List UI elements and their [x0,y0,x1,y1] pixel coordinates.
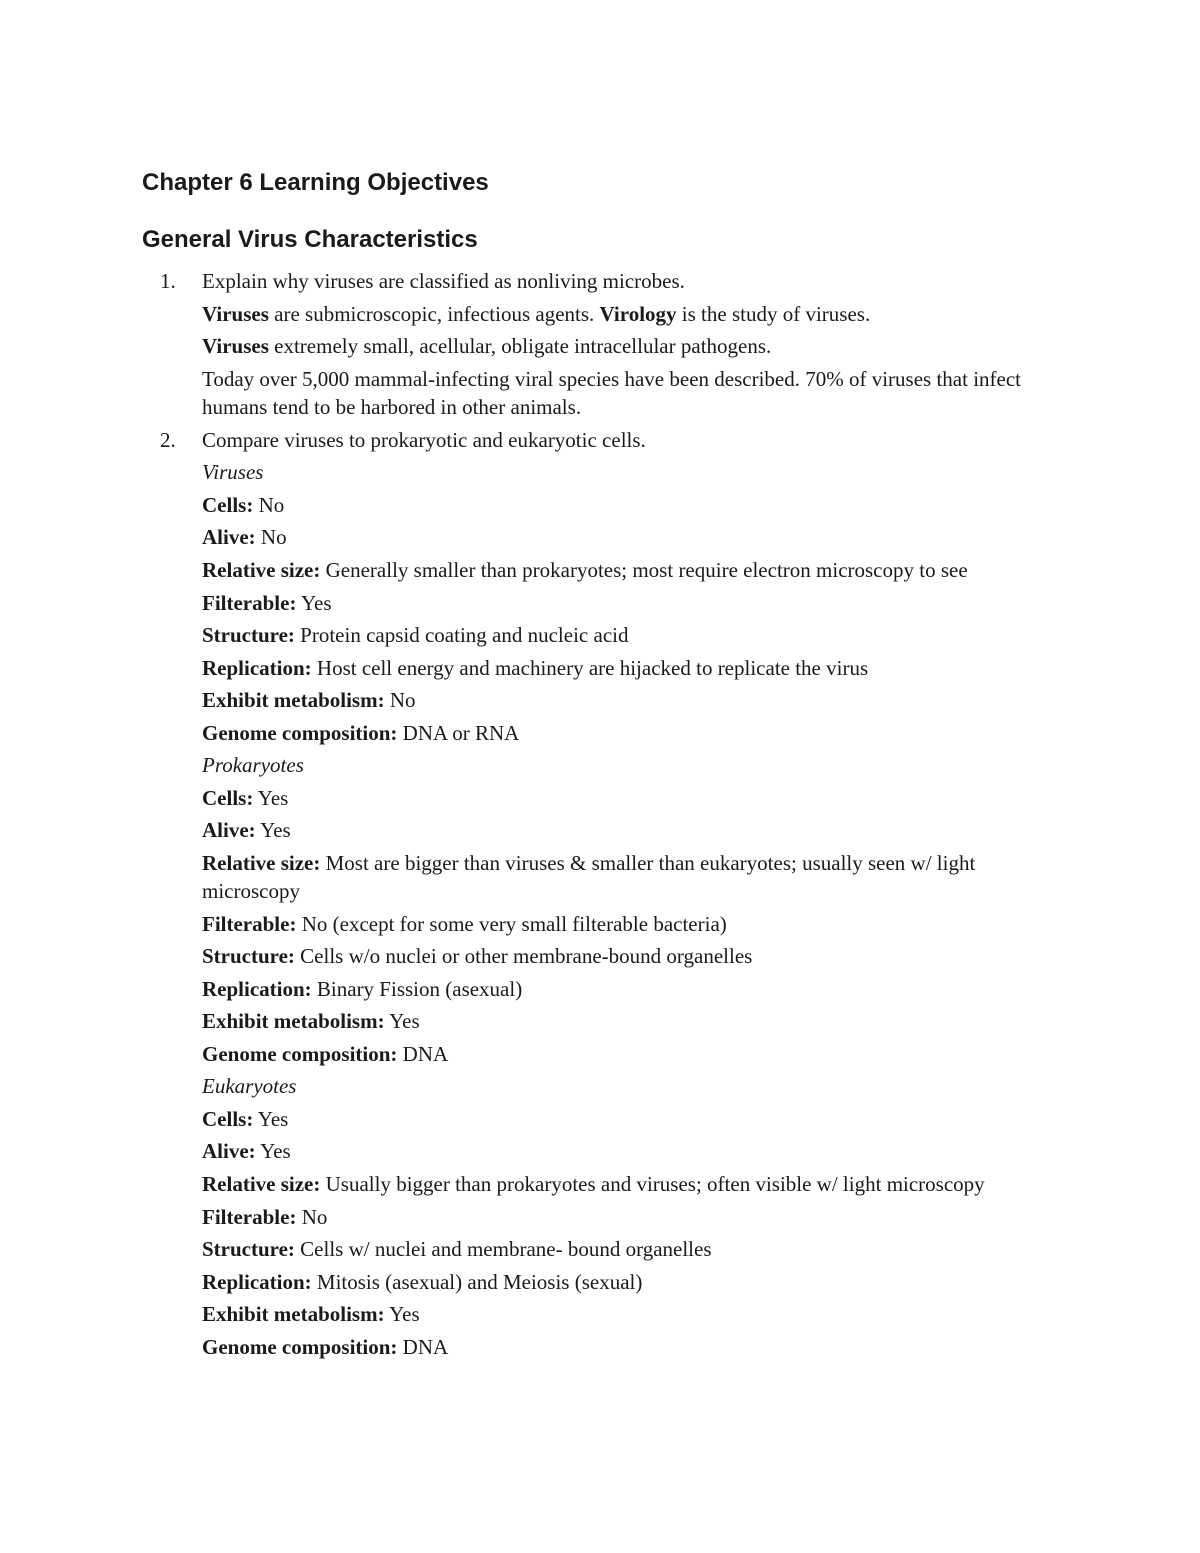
field-value: DNA [397,1334,449,1359]
field-value: Generally smaller than prokaryotes; most require electron microscopy to see [320,557,968,582]
eukaryotes-filterable [202,1201,1042,1234]
field-value: Most are bigger than viruses & smaller than eukaryotes; usually seen w/ light microscopy [202,850,976,903]
field-label: Filterable: [202,911,297,936]
eukaryotes-size [202,1168,1042,1201]
field-value: Protein capsid coating and nucleic acid [294,623,629,647]
field-value: Yes [384,1302,420,1326]
field-value: Cells w/ nuclei and membrane- bound organelles [294,1237,712,1261]
field-value: No [296,1204,328,1229]
viruses-cells [202,489,1042,522]
field-value: No [253,492,285,517]
field-value: Yes [296,590,332,615]
field-value: Yes [384,1009,420,1033]
field-value: Yes [253,785,289,810]
field-label: Exhibit metabolism: [202,688,385,712]
objective-number: 1. [160,269,176,293]
eukaryotes-genome [202,1331,1042,1364]
objective-text: Explain why viruses are classified as nonliving microbes. [202,269,685,293]
field-label: Genome composition: [202,1334,398,1359]
term-viruses: Viruses [202,301,269,326]
prokaryotes-metabolism [202,1005,1042,1038]
field-value: Usually bigger than prokaryotes and viruses; often visible w/ light microscopy [320,1171,985,1196]
field-value: Yes [255,818,291,842]
prokaryotes-cells [202,782,1042,815]
field-label: Replication: [202,655,312,680]
field-value: Yes [253,1106,289,1131]
field-label: Structure: [202,1237,295,1261]
viruses-size [202,554,1042,587]
note-text: is the study of viruses. [676,301,871,326]
field-label: Structure: [202,623,295,647]
viruses-filterable [202,587,1042,620]
section-heading: General Virus Characteristics [142,226,478,253]
viruses-structure [202,619,1042,652]
prokaryotes-genome [202,1038,1042,1071]
note-text: are submicroscopic, infectious agents. [268,301,600,326]
viruses-genome [202,717,1042,750]
note-text: extremely small, acellular, obligate intracellular pathogens. [268,334,772,358]
objective-text: Compare viruses to prokaryotic and eukaryotic cells. [202,427,646,452]
eukaryotes-metabolism [202,1298,1042,1331]
objective-1-note-1 [202,298,1042,331]
field-value: Yes [255,1139,291,1163]
field-label: Relative size: [202,1171,321,1196]
field-label: Relative size: [202,850,321,875]
prokaryotes-replication [202,973,1042,1006]
objective-1-note-2 [202,330,1042,363]
field-label: Alive: [202,1139,256,1163]
field-value: No [255,525,287,549]
chapter-heading: Chapter 6 Learning Objectives [142,169,489,196]
field-label: Alive: [202,525,256,549]
field-label: Cells: [202,492,254,517]
field-label: Genome composition: [202,1041,398,1066]
field-value: No [384,688,416,712]
field-label: Cells: [202,785,254,810]
viruses-alive [202,521,1042,554]
prokaryotes-filterable [202,908,1042,941]
field-value: Binary Fission (asexual) [311,976,523,1001]
field-label: Alive: [202,818,256,842]
field-label: Filterable: [202,590,297,615]
eukaryotes-alive [202,1135,1042,1168]
prokaryotes-structure [202,940,1042,973]
eukaryotes-structure [202,1233,1042,1266]
field-value: Mitosis (asexual) and Meiosis (sexual) [311,1269,643,1294]
field-label: Structure: [202,944,295,968]
prokaryotes-alive [202,814,1042,847]
viruses-replication [202,652,1042,685]
term-virology: Virology [599,301,677,326]
field-value: DNA or RNA [397,720,520,745]
field-label: Cells: [202,1106,254,1131]
objective-1 [160,265,1042,298]
prokaryotes-size [202,847,1042,908]
objective-1-note-3: Today over 5,000 mammal-infecting viral species have been described. 70% of viruses that infect humans tend to be harbored in other animals. [202,366,1021,419]
field-value: DNA [397,1041,449,1066]
objectives-list [160,265,1042,1363]
field-label: Genome composition: [202,720,398,745]
field-label: Exhibit metabolism: [202,1009,385,1033]
field-value: Cells w/o nuclei or other membrane-bound organelles [294,944,753,968]
field-value: Host cell energy and machinery are hijacked to replicate the virus [311,655,869,680]
field-value: No (except for some very small filterable bacteria) [296,911,727,936]
objective-number: 2. [160,427,176,452]
field-label: Replication: [202,976,312,1001]
field-label: Relative size: [202,557,321,582]
field-label: Exhibit metabolism: [202,1302,385,1326]
eukaryotes-title: Eukaryotes [202,1074,297,1098]
field-label: Filterable: [202,1204,297,1229]
field-label: Replication: [202,1269,312,1294]
viruses-metabolism [202,684,1042,717]
eukaryotes-replication [202,1266,1042,1299]
viruses-title: Viruses [202,460,264,484]
term-viruses: Viruses [202,334,269,358]
objective-2 [160,424,1042,457]
eukaryotes-cells [202,1103,1042,1136]
prokaryotes-title: Prokaryotes [202,753,304,777]
